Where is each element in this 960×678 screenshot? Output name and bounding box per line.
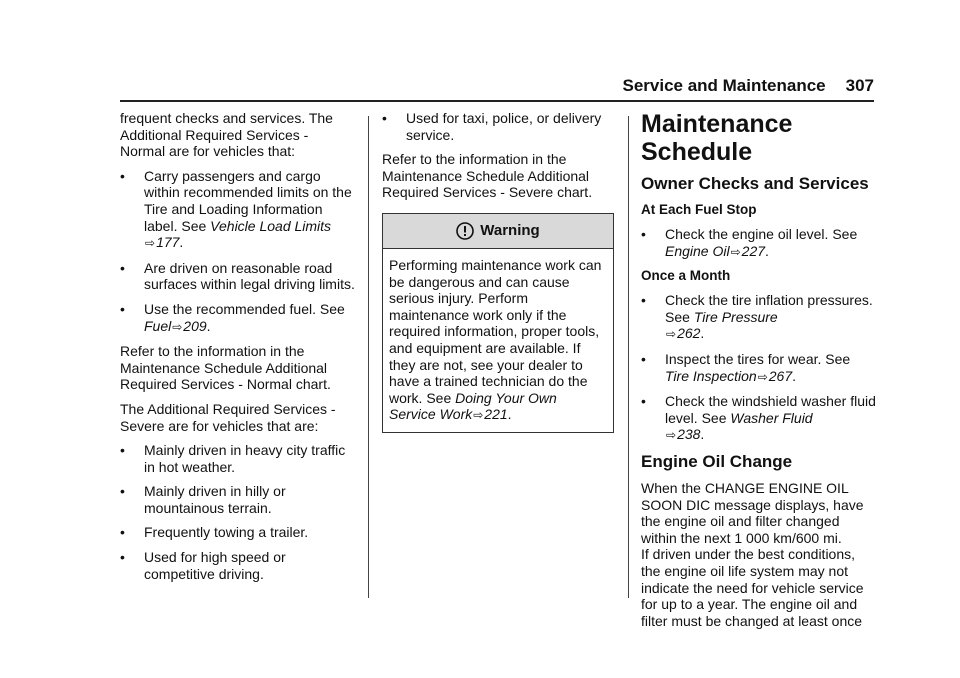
- page-arrow-icon: ⇨: [473, 408, 484, 423]
- list-item: [120, 549, 356, 582]
- list-item-text: Check the windshield washer fluid level. See: [665, 393, 876, 426]
- page-reference[interactable]: 221: [484, 406, 508, 423]
- bullet-icon: •: [120, 300, 125, 317]
- cross-reference-link[interactable]: Vehicle Load Limits: [210, 217, 332, 234]
- paragraph: Refer to the information in the Maintenance Schedule Additional Required Services - Severe chart.: [382, 151, 593, 201]
- list-item-text: Are driven on reasonable road surfaces within legal driving limits.: [144, 259, 355, 293]
- header-rule: [120, 100, 874, 102]
- bullet-icon: •: [120, 442, 125, 459]
- warning-triangle-icon: [456, 222, 474, 240]
- list-item: [382, 110, 614, 143]
- list-item: [120, 483, 356, 516]
- list-item: [120, 260, 356, 293]
- subsection-heading: Engine Oil Change: [641, 451, 793, 471]
- list-item: • Check the tire inflation pressures. See Tire Pressure ⇨262.: [641, 292, 873, 342]
- list-item: • Carry passengers and cargo within recommended limits on the Tire and Loading Information label. See Vehicle Load Limits ⇨177.: [120, 167, 352, 251]
- bullet-icon: •: [120, 167, 125, 184]
- subsection-heading: Owner Checks and Services: [641, 174, 869, 193]
- bullet-icon: •: [120, 524, 125, 541]
- warning-text: Performing maintenance work can be dangerous and can cause serious injury. Perform maintenance work only if the required information, proper tools, and equipment are available. If they are not, see your dealer to have a trained technician do the work. See: [389, 256, 602, 406]
- warning-box: [382, 213, 614, 433]
- cross-reference-link[interactable]: Washer Fluid: [730, 409, 813, 426]
- page-arrow-icon: ⇨: [666, 327, 677, 342]
- bullet-icon: •: [641, 393, 646, 410]
- page-arrow-icon: ⇨: [145, 236, 156, 251]
- paragraph: frequent checks and services. The Additional Required Services - Normal are for vehicles that:: [120, 110, 333, 160]
- bullet-icon: •: [641, 350, 646, 367]
- cross-reference-link[interactable]: Tire Inspection: [665, 367, 757, 384]
- section-heading: Maintenance Schedule: [641, 110, 793, 166]
- page-arrow-icon: ⇨: [730, 244, 741, 259]
- paragraph: If driven under the best conditions, the engine oil life system may not indicate the need for vehicle service for up to a year. The engine oil and filter must be changed at least once: [641, 546, 864, 629]
- paragraph: The Additional Required Services - Severe are for vehicles that are:: [120, 400, 336, 434]
- column-divider: [368, 116, 369, 598]
- warning-title: Warning: [480, 221, 540, 239]
- list-item: • Inspect the tires for wear. See Tire Inspection⇨267.: [641, 350, 851, 384]
- list-item: • Use the recommended fuel. See Fuel⇨209.: [120, 300, 345, 334]
- list-item-text: Check the engine oil level. See: [665, 226, 858, 242]
- page-reference[interactable]: 177: [156, 234, 180, 251]
- cross-reference-link[interactable]: Doing Your Own Service Work: [389, 389, 557, 423]
- column-divider: [628, 116, 629, 598]
- page-reference[interactable]: 238: [677, 426, 701, 443]
- page-reference[interactable]: 267: [768, 367, 793, 384]
- page-arrow-icon: ⇨: [757, 369, 768, 384]
- bullet-icon: •: [120, 549, 125, 566]
- list-item-text: Frequently towing a trailer.: [144, 524, 309, 541]
- bullet-icon: •: [641, 292, 646, 309]
- page-header: [120, 72, 874, 100]
- list-item: [120, 442, 356, 475]
- bullet-icon: •: [382, 110, 387, 126]
- column-left: [120, 110, 356, 590]
- bullet-icon: •: [641, 226, 646, 242]
- warning-header: [383, 214, 613, 249]
- warning-body: Performing maintenance work can be dangerous and can cause serious injury. Perform maintenance work only if the required information, proper tools, and equipment are available. If they are not, see your dealer to have a trained technician do the work. See Doing Your Own Service Work⇨221.: [389, 256, 602, 423]
- list-item-text: Use the recommended fuel. See: [144, 300, 345, 317]
- list-item-text: Mainly driven in heavy city traffic in hot weather.: [144, 442, 346, 475]
- page-reference[interactable]: 227: [741, 242, 766, 259]
- list-item-text: Used for high speed or competitive driving.: [144, 549, 286, 582]
- list-item: • Check the windshield washer fluid level. See Washer Fluid ⇨238.: [641, 393, 876, 443]
- page-arrow-icon: ⇨: [172, 319, 183, 334]
- paragraph: Refer to the information in the Maintenance Schedule Additional Required Services - Normal chart.: [120, 343, 331, 393]
- list-item-text: Inspect the tires for wear. See: [665, 350, 851, 367]
- list-item: [120, 524, 356, 541]
- list-item-text: Check the tire inflation pressures. See: [665, 292, 873, 325]
- section-title: Service and Maintenance: [622, 76, 826, 95]
- list-item-text: Carry passengers and cargo within recommended limits on the Tire and Loading Information label. See: [144, 167, 352, 234]
- bullet-icon: •: [120, 483, 125, 500]
- minor-heading: At Each Fuel Stop: [641, 202, 757, 217]
- cross-reference-link[interactable]: Engine Oil: [665, 242, 730, 259]
- list-item-text: Used for taxi, police, or delivery service.: [406, 110, 602, 143]
- page-reference[interactable]: 262: [677, 325, 701, 342]
- paragraph: When the CHANGE ENGINE OIL SOON DIC message displays, have the engine oil and filter changed within the next 1 000 km/600 mi.: [641, 479, 864, 546]
- bullet-icon: •: [120, 259, 125, 276]
- column-right: [641, 110, 877, 637]
- cross-reference-link[interactable]: Tire Pressure: [693, 308, 778, 325]
- list-item: • Check the engine oil level. See Engine Oil⇨227.: [641, 226, 858, 259]
- minor-heading: Once a Month: [641, 268, 731, 284]
- page-number: 307: [845, 76, 874, 95]
- column-middle: [382, 110, 614, 433]
- cross-reference-link[interactable]: Fuel: [144, 317, 172, 334]
- list-item-text: Mainly driven in hilly or mountainous terrain.: [144, 483, 286, 516]
- page-reference[interactable]: 209: [183, 317, 207, 334]
- page-arrow-icon: ⇨: [666, 428, 677, 443]
